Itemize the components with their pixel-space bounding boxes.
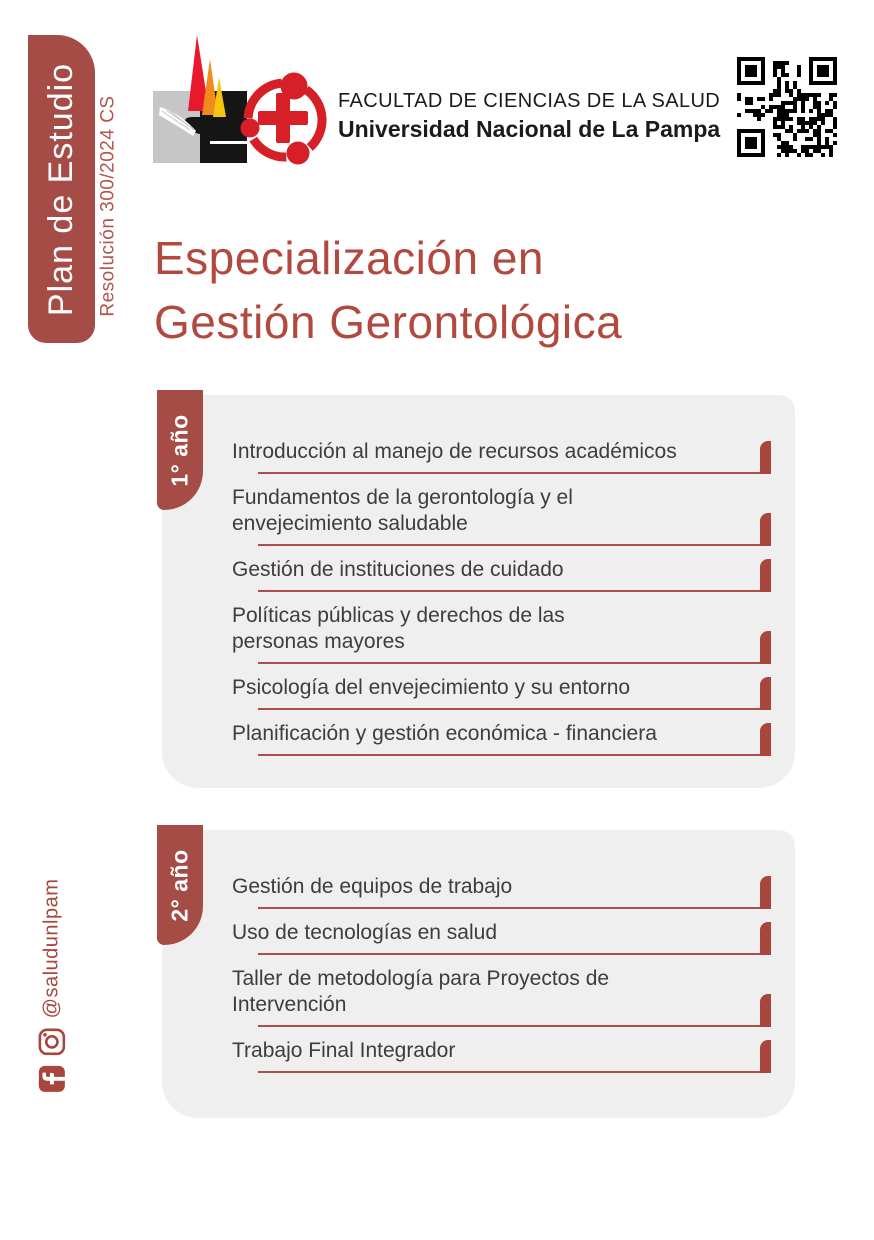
health-faculty-logo	[238, 58, 334, 177]
course-endcap	[760, 922, 771, 955]
course-underline	[258, 590, 771, 592]
course-endcap	[760, 677, 771, 710]
logo-dot-left	[241, 119, 260, 138]
page-title-line2: Gestión Gerontológica	[154, 296, 623, 348]
faculty-name: FACULTAD DE CIENCIAS DE LA SALUD	[338, 90, 721, 112]
course-row	[232, 675, 771, 710]
course-title: Políticas públicas y derechos de las personas mayores	[232, 604, 565, 653]
social-row	[39, 878, 66, 1092]
resolution-label: Resolución 300/2024 CS	[98, 95, 120, 317]
year-1-label: 1° año	[166, 413, 193, 487]
course-title: Fundamentos de la gerontología y el envejecimiento saludable	[232, 486, 573, 535]
year-2-tab	[157, 825, 203, 945]
course-endcap	[760, 513, 771, 546]
course-endcap	[760, 559, 771, 592]
year-2-course-list	[232, 874, 771, 1073]
course-underline	[258, 544, 771, 546]
course-endcap	[760, 723, 771, 756]
plan-de-estudio-banner	[28, 35, 95, 343]
course-underline	[258, 472, 771, 474]
course-title: Introducción al manejo de recursos académicos	[232, 440, 677, 463]
course-row	[232, 1038, 771, 1073]
course-row	[232, 439, 771, 474]
course-title: Trabajo Final Integrador	[232, 1039, 456, 1062]
year-1-tab	[157, 390, 203, 510]
course-underline	[258, 907, 771, 909]
page-title-line1: Especialización en	[154, 232, 545, 284]
course-underline	[258, 662, 771, 664]
course-title: Taller de metodología para Proyectos de Intervención	[232, 967, 610, 1016]
course-underline	[258, 708, 771, 710]
course-title: Gestión de instituciones de cuidado	[232, 558, 564, 581]
year-1-course-list	[232, 439, 771, 756]
university-name: Universidad Nacional de La Pampa	[338, 116, 721, 142]
unlpam-logo	[152, 33, 248, 170]
course-title: Psicología del envejecimiento y su entorno	[232, 676, 631, 699]
course-row	[232, 485, 771, 546]
page-title	[154, 226, 622, 354]
resolution-label-wrap	[88, 95, 130, 317]
course-row	[232, 920, 771, 955]
course-row	[232, 874, 771, 909]
course-underline	[258, 1071, 771, 1073]
course-row	[232, 721, 771, 756]
facebook-icon	[39, 1065, 66, 1092]
year-2-panel	[162, 830, 795, 1118]
course-title: Uso de tecnologías en salud	[232, 921, 498, 944]
course-endcap	[760, 876, 771, 909]
social-block	[30, 865, 74, 1105]
course-title: Gestión de equipos de trabajo	[232, 875, 513, 898]
cross-vertical	[276, 93, 290, 143]
qr-code	[737, 57, 837, 157]
course-underline	[258, 953, 771, 955]
course-endcap	[760, 994, 771, 1027]
faculty-wordmark	[338, 90, 720, 143]
course-underline	[258, 754, 771, 756]
course-endcap	[760, 631, 771, 664]
social-handle: @saludunlpam	[40, 878, 63, 1018]
course-title: Planificación y gestión económica - financiera	[232, 722, 657, 745]
year-1-panel	[162, 395, 795, 788]
banner-title: Plan de Estudio	[42, 62, 81, 316]
course-row	[232, 557, 771, 592]
logo-dot-bottomright	[287, 142, 310, 165]
course-endcap	[760, 1040, 771, 1073]
year-2-label: 2° año	[166, 848, 193, 922]
course-endcap	[760, 441, 771, 474]
instagram-icon	[39, 1028, 66, 1055]
course-underline	[258, 1025, 771, 1027]
course-row	[232, 966, 771, 1027]
course-row	[232, 603, 771, 664]
logo-arc-right	[306, 90, 322, 148]
